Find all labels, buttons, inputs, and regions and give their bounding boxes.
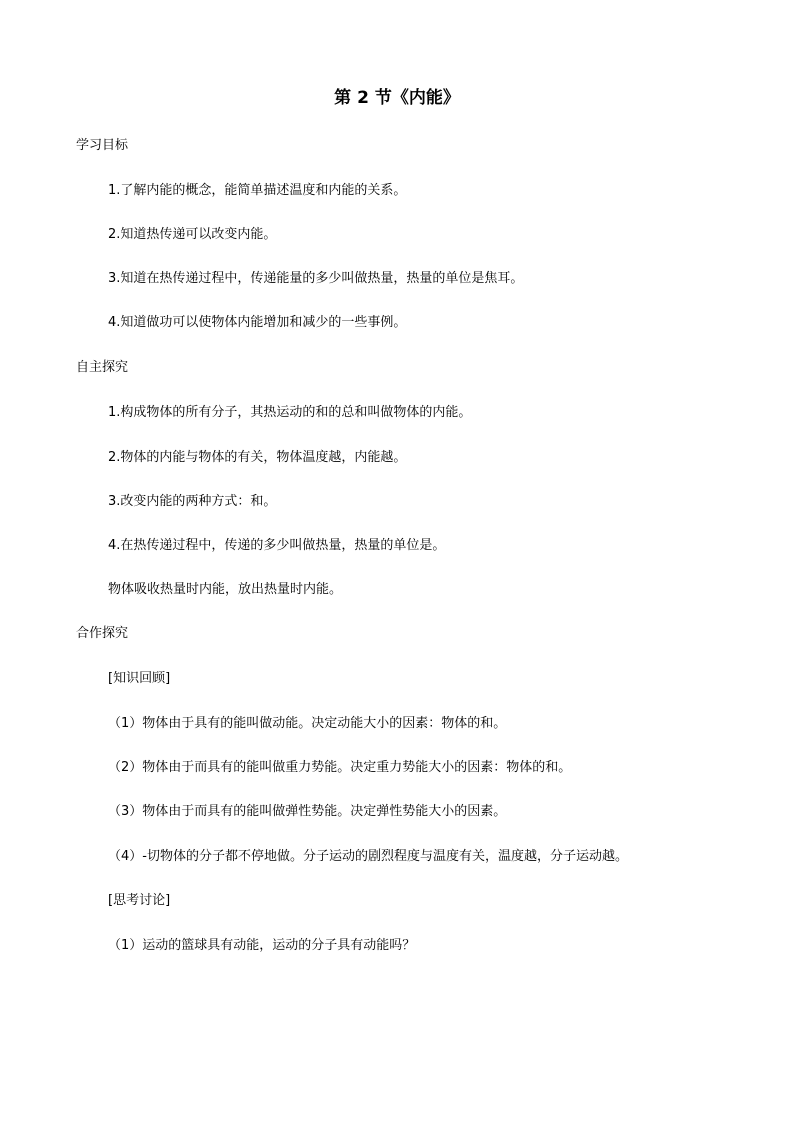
list-item: （1）物体由于具有的能叫做动能。决定动能大小的因素：物体的和。 xyxy=(108,716,507,731)
list-item: 3.改变内能的两种方式：和。 xyxy=(108,494,277,509)
section-heading: 合作探究 xyxy=(76,626,129,641)
list-item: 2.知道热传递可以改变内能。 xyxy=(108,227,277,242)
list-item: 2.物体的内能与物体的有关，物体温度越，内能越。 xyxy=(108,450,407,465)
section-heading: 学习目标 xyxy=(76,138,129,153)
list-item: （3）物体由于而具有的能叫做弹性势能。决定弹性势能大小的因素。 xyxy=(108,804,507,819)
list-item: （1）运动的篮球具有动能，运动的分子具有动能吗？ xyxy=(108,938,416,953)
list-item: （4）-切物体的分子都不停地做。分子运动的剧烈程度与温度有关，温度越，分子运动越。 xyxy=(108,849,628,864)
list-item: 1.构成物体的所有分子，其热运动的和的总和叫做物体的内能。 xyxy=(108,405,472,420)
list-item: 4.知道做功可以使物体内能增加和减少的一些事例。 xyxy=(108,315,407,330)
subsection-label: [思考讨论] xyxy=(108,893,171,908)
list-item: 1.了解内能的概念，能简单描述温度和内能的关系。 xyxy=(108,183,407,198)
document-title: 第 2 节《内能》 xyxy=(334,88,460,108)
section-heading: 自主探究 xyxy=(76,360,129,375)
list-item: 物体吸收热量时内能，放出热量时内能。 xyxy=(108,582,343,597)
list-item: 4.在热传递过程中，传递的多少叫做热量，热量的单位是。 xyxy=(108,538,446,553)
list-item: （2）物体由于而具有的能叫做重力势能。决定重力势能大小的因素：物体的和。 xyxy=(108,760,572,775)
list-item: 3.知道在热传递过程中，传递能量的多少叫做热量，热量的单位是焦耳。 xyxy=(108,271,524,286)
subsection-label: [知识回顾] xyxy=(108,671,171,686)
